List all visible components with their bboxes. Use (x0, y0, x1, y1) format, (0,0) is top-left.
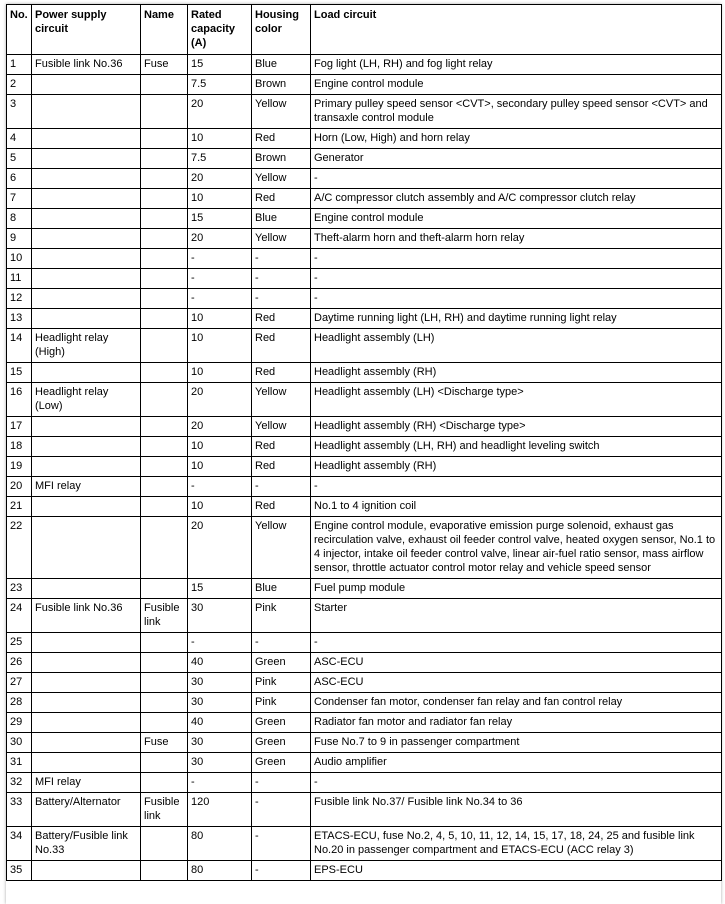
table-row (7, 477, 722, 497)
cell-power-supply-circuit (32, 653, 141, 673)
cell-rated-capacity: - (188, 249, 252, 269)
cell-load-circuit: ETACS-ECU, fuse No.2, 4, 5, 10, 11, 12, 14, 15, 17, 18, 24, 25 and fusible link No.20 in passenger compartment and ETACS-ECU (ACC relay 3) (311, 827, 722, 861)
cell-name (141, 827, 188, 861)
cell-rated-capacity: - (188, 633, 252, 653)
cell-housing-color: Red (252, 329, 311, 363)
table-row (7, 169, 722, 189)
cell-no: 29 (7, 713, 32, 733)
cell-name (141, 457, 188, 477)
cell-name: Fusible link (141, 793, 188, 827)
cell-rated-capacity: 10 (188, 497, 252, 517)
cell-power-supply-circuit (32, 693, 141, 713)
table-row (7, 861, 722, 881)
cell-housing-color: - (252, 773, 311, 793)
table-row (7, 753, 722, 773)
cell-load-circuit: - (311, 633, 722, 653)
cell-name (141, 417, 188, 437)
cell-power-supply-circuit: Battery/Fusible link No.33 (32, 827, 141, 861)
cell-housing-color: Red (252, 129, 311, 149)
cell-load-circuit: - (311, 477, 722, 497)
cell-rated-capacity: - (188, 289, 252, 309)
cell-load-circuit: Starter (311, 599, 722, 633)
cell-power-supply-circuit (32, 673, 141, 693)
cell-load-circuit: - (311, 169, 722, 189)
cell-name (141, 673, 188, 693)
fuse-table (6, 4, 722, 881)
table-row (7, 383, 722, 417)
table-row (7, 517, 722, 579)
cell-load-circuit: Headlight assembly (LH) (311, 329, 722, 363)
cell-housing-color: Brown (252, 75, 311, 95)
cell-no: 3 (7, 95, 32, 129)
cell-name (141, 129, 188, 149)
cell-power-supply-circuit (32, 75, 141, 95)
cell-name (141, 517, 188, 579)
cell-housing-color: Pink (252, 673, 311, 693)
table-row (7, 75, 722, 95)
cell-housing-color: Green (252, 713, 311, 733)
cell-rated-capacity: 7.5 (188, 149, 252, 169)
cell-housing-color: Green (252, 653, 311, 673)
document-page (6, 4, 721, 904)
cell-housing-color: Yellow (252, 169, 311, 189)
cell-rated-capacity: 15 (188, 209, 252, 229)
cell-power-supply-circuit: Headlight relay (High) (32, 329, 141, 363)
cell-power-supply-circuit: Fusible link No.36 (32, 599, 141, 633)
cell-rated-capacity: 15 (188, 55, 252, 75)
cell-name (141, 753, 188, 773)
cell-load-circuit: Primary pulley speed sensor <CVT>, secondary pulley speed sensor <CVT> and transaxle control module (311, 95, 722, 129)
cell-power-supply-circuit: Battery/Alternator (32, 793, 141, 827)
cell-rated-capacity: 10 (188, 437, 252, 457)
cell-power-supply-circuit (32, 733, 141, 753)
cell-power-supply-circuit: MFI relay (32, 773, 141, 793)
cell-name (141, 329, 188, 363)
cell-power-supply-circuit (32, 753, 141, 773)
cell-housing-color: Blue (252, 55, 311, 75)
cell-rated-capacity: 10 (188, 457, 252, 477)
cell-rated-capacity: 30 (188, 599, 252, 633)
cell-housing-color: Pink (252, 599, 311, 633)
cell-power-supply-circuit (32, 289, 141, 309)
cell-name (141, 169, 188, 189)
cell-power-supply-circuit (32, 363, 141, 383)
cell-load-circuit: A/C compressor clutch assembly and A/C compressor clutch relay (311, 189, 722, 209)
table-row (7, 55, 722, 75)
table-row (7, 189, 722, 209)
cell-housing-color: Yellow (252, 417, 311, 437)
cell-load-circuit: - (311, 269, 722, 289)
cell-no: 35 (7, 861, 32, 881)
cell-name (141, 309, 188, 329)
cell-power-supply-circuit (32, 189, 141, 209)
cell-no: 6 (7, 169, 32, 189)
cell-housing-color: Green (252, 753, 311, 773)
table-row (7, 129, 722, 149)
cell-load-circuit: - (311, 773, 722, 793)
cell-rated-capacity: 120 (188, 793, 252, 827)
cell-power-supply-circuit (32, 861, 141, 881)
cell-name (141, 693, 188, 713)
cell-rated-capacity: 10 (188, 309, 252, 329)
table-row (7, 417, 722, 437)
cell-load-circuit: Fusible link No.37/ Fusible link No.34 to 36 (311, 793, 722, 827)
table-row (7, 229, 722, 249)
table-row (7, 693, 722, 713)
cell-power-supply-circuit (32, 437, 141, 457)
cell-rated-capacity: 10 (188, 129, 252, 149)
cell-load-circuit: Condenser fan motor, condenser fan relay and fan control relay (311, 693, 722, 713)
cell-no: 21 (7, 497, 32, 517)
cell-rated-capacity: 10 (188, 329, 252, 363)
cell-rated-capacity: 30 (188, 733, 252, 753)
table-row (7, 733, 722, 753)
cell-name (141, 363, 188, 383)
cell-load-circuit: Engine control module (311, 75, 722, 95)
cell-no: 15 (7, 363, 32, 383)
cell-power-supply-circuit (32, 269, 141, 289)
cell-power-supply-circuit (32, 457, 141, 477)
cell-housing-color: Blue (252, 209, 311, 229)
cell-name (141, 249, 188, 269)
cell-name: Fuse (141, 55, 188, 75)
cell-name (141, 497, 188, 517)
cell-load-circuit: Headlight assembly (LH) <Discharge type> (311, 383, 722, 417)
table-row (7, 309, 722, 329)
cell-power-supply-circuit (32, 209, 141, 229)
cell-power-supply-circuit (32, 129, 141, 149)
table-row (7, 437, 722, 457)
cell-power-supply-circuit (32, 497, 141, 517)
cell-load-circuit: - (311, 249, 722, 269)
cell-housing-color: - (252, 793, 311, 827)
table-body (7, 55, 722, 881)
table-row (7, 653, 722, 673)
cell-no: 5 (7, 149, 32, 169)
cell-rated-capacity: 40 (188, 713, 252, 733)
table-row (7, 633, 722, 653)
cell-name (141, 579, 188, 599)
cell-no: 8 (7, 209, 32, 229)
cell-power-supply-circuit (32, 249, 141, 269)
cell-name (141, 289, 188, 309)
cell-load-circuit: EPS-ECU (311, 861, 722, 881)
cell-rated-capacity: - (188, 773, 252, 793)
cell-load-circuit: Headlight assembly (RH) <Discharge type> (311, 417, 722, 437)
cell-rated-capacity: 30 (188, 753, 252, 773)
cell-load-circuit: Fuse No.7 to 9 in passenger compartment (311, 733, 722, 753)
cell-power-supply-circuit (32, 229, 141, 249)
cell-no: 17 (7, 417, 32, 437)
cell-no: 26 (7, 653, 32, 673)
cell-power-supply-circuit: MFI relay (32, 477, 141, 497)
cell-housing-color: - (252, 249, 311, 269)
table-row (7, 269, 722, 289)
cell-no: 19 (7, 457, 32, 477)
cell-no: 16 (7, 383, 32, 417)
header-housing-color: Housing color (252, 5, 311, 55)
cell-power-supply-circuit (32, 517, 141, 579)
cell-load-circuit: Theft-alarm horn and theft-alarm horn relay (311, 229, 722, 249)
cell-no: 13 (7, 309, 32, 329)
cell-name (141, 75, 188, 95)
cell-name (141, 269, 188, 289)
table-row (7, 95, 722, 129)
cell-housing-color: Yellow (252, 229, 311, 249)
cell-load-circuit: Audio amplifier (311, 753, 722, 773)
table-row (7, 209, 722, 229)
table-row (7, 773, 722, 793)
cell-no: 25 (7, 633, 32, 653)
cell-power-supply-circuit (32, 579, 141, 599)
cell-no: 23 (7, 579, 32, 599)
table-row (7, 289, 722, 309)
header-rated-capacity: Rated capacity (A) (188, 5, 252, 55)
table-row (7, 673, 722, 693)
cell-power-supply-circuit (32, 95, 141, 129)
cell-power-supply-circuit (32, 713, 141, 733)
cell-load-circuit: Headlight assembly (LH, RH) and headlight leveling switch (311, 437, 722, 457)
cell-no: 2 (7, 75, 32, 95)
cell-rated-capacity: 20 (188, 383, 252, 417)
cell-load-circuit: Fuel pump module (311, 579, 722, 599)
cell-name (141, 713, 188, 733)
cell-load-circuit: Horn (Low, High) and horn relay (311, 129, 722, 149)
cell-name (141, 437, 188, 457)
cell-load-circuit: Headlight assembly (RH) (311, 363, 722, 383)
cell-no: 22 (7, 517, 32, 579)
cell-name (141, 653, 188, 673)
cell-power-supply-circuit (32, 417, 141, 437)
cell-rated-capacity: 20 (188, 95, 252, 129)
cell-load-circuit: Radiator fan motor and radiator fan relay (311, 713, 722, 733)
cell-no: 1 (7, 55, 32, 75)
cell-housing-color: - (252, 827, 311, 861)
cell-load-circuit: ASC-ECU (311, 673, 722, 693)
cell-housing-color: Brown (252, 149, 311, 169)
cell-name (141, 633, 188, 653)
cell-name (141, 383, 188, 417)
cell-rated-capacity: 20 (188, 417, 252, 437)
cell-load-circuit: Headlight assembly (RH) (311, 457, 722, 477)
header-power-supply-circuit: Power supply circuit (32, 5, 141, 55)
header-no: No. (7, 5, 32, 55)
cell-housing-color: - (252, 269, 311, 289)
cell-rated-capacity: 40 (188, 653, 252, 673)
cell-housing-color: Yellow (252, 383, 311, 417)
cell-housing-color: - (252, 861, 311, 881)
cell-power-supply-circuit (32, 169, 141, 189)
table-row (7, 579, 722, 599)
cell-name (141, 209, 188, 229)
cell-no: 4 (7, 129, 32, 149)
cell-rated-capacity: 10 (188, 189, 252, 209)
cell-load-circuit: Generator (311, 149, 722, 169)
table-row (7, 457, 722, 477)
cell-housing-color: Green (252, 733, 311, 753)
table-row (7, 249, 722, 269)
table-header-row (7, 5, 722, 55)
cell-housing-color: - (252, 477, 311, 497)
cell-rated-capacity: 80 (188, 827, 252, 861)
cell-name (141, 477, 188, 497)
cell-housing-color: Red (252, 363, 311, 383)
cell-rated-capacity: 80 (188, 861, 252, 881)
cell-housing-color: Pink (252, 693, 311, 713)
cell-no: 33 (7, 793, 32, 827)
table-row (7, 329, 722, 363)
cell-load-circuit: Engine control module (311, 209, 722, 229)
cell-no: 34 (7, 827, 32, 861)
cell-rated-capacity: - (188, 269, 252, 289)
cell-no: 14 (7, 329, 32, 363)
table-row (7, 599, 722, 633)
table-row (7, 793, 722, 827)
cell-rated-capacity: 30 (188, 673, 252, 693)
cell-name: Fuse (141, 733, 188, 753)
cell-rated-capacity: 20 (188, 229, 252, 249)
cell-name (141, 773, 188, 793)
cell-power-supply-circuit: Headlight relay (Low) (32, 383, 141, 417)
table-row (7, 713, 722, 733)
cell-no: 28 (7, 693, 32, 713)
cell-load-circuit: Fog light (LH, RH) and fog light relay (311, 55, 722, 75)
table-row (7, 497, 722, 517)
cell-load-circuit: No.1 to 4 ignition coil (311, 497, 722, 517)
cell-power-supply-circuit (32, 309, 141, 329)
cell-no: 7 (7, 189, 32, 209)
cell-housing-color: Yellow (252, 517, 311, 579)
cell-rated-capacity: - (188, 477, 252, 497)
cell-no: 12 (7, 289, 32, 309)
cell-no: 18 (7, 437, 32, 457)
cell-name (141, 229, 188, 249)
cell-no: 31 (7, 753, 32, 773)
table-row (7, 827, 722, 861)
table-row (7, 149, 722, 169)
header-name: Name (141, 5, 188, 55)
cell-name (141, 861, 188, 881)
cell-no: 32 (7, 773, 32, 793)
cell-housing-color: Red (252, 437, 311, 457)
cell-no: 11 (7, 269, 32, 289)
cell-power-supply-circuit (32, 633, 141, 653)
cell-rated-capacity: 30 (188, 693, 252, 713)
cell-rated-capacity: 7.5 (188, 75, 252, 95)
cell-load-circuit: Daytime running light (LH, RH) and daytime running light relay (311, 309, 722, 329)
cell-rated-capacity: 15 (188, 579, 252, 599)
cell-load-circuit: - (311, 289, 722, 309)
cell-housing-color: - (252, 289, 311, 309)
cell-rated-capacity: 10 (188, 363, 252, 383)
cell-no: 30 (7, 733, 32, 753)
cell-housing-color: Blue (252, 579, 311, 599)
cell-no: 10 (7, 249, 32, 269)
cell-housing-color: Red (252, 497, 311, 517)
cell-housing-color: Yellow (252, 95, 311, 129)
cell-rated-capacity: 20 (188, 169, 252, 189)
cell-no: 27 (7, 673, 32, 693)
cell-name (141, 189, 188, 209)
cell-load-circuit: ASC-ECU (311, 653, 722, 673)
cell-power-supply-circuit: Fusible link No.36 (32, 55, 141, 75)
cell-power-supply-circuit (32, 149, 141, 169)
cell-housing-color: Red (252, 309, 311, 329)
header-load-circuit: Load circuit (311, 5, 722, 55)
cell-load-circuit: Engine control module, evaporative emission purge solenoid, exhaust gas recirculation valve, exhaust oil feeder control valve, heated oxygen sensor, No.1 to 4 injector, intake oil feeder control valve, linear air-fuel ratio sensor, mass airflow sensor, throttle actuator control motor relay and vehicle speed sensor (311, 517, 722, 579)
cell-rated-capacity: 20 (188, 517, 252, 579)
cell-name: Fusible link (141, 599, 188, 633)
cell-name (141, 95, 188, 129)
cell-no: 9 (7, 229, 32, 249)
cell-no: 20 (7, 477, 32, 497)
cell-housing-color: - (252, 633, 311, 653)
table-row (7, 363, 722, 383)
cell-housing-color: Red (252, 457, 311, 477)
cell-name (141, 149, 188, 169)
cell-no: 24 (7, 599, 32, 633)
cell-housing-color: Red (252, 189, 311, 209)
